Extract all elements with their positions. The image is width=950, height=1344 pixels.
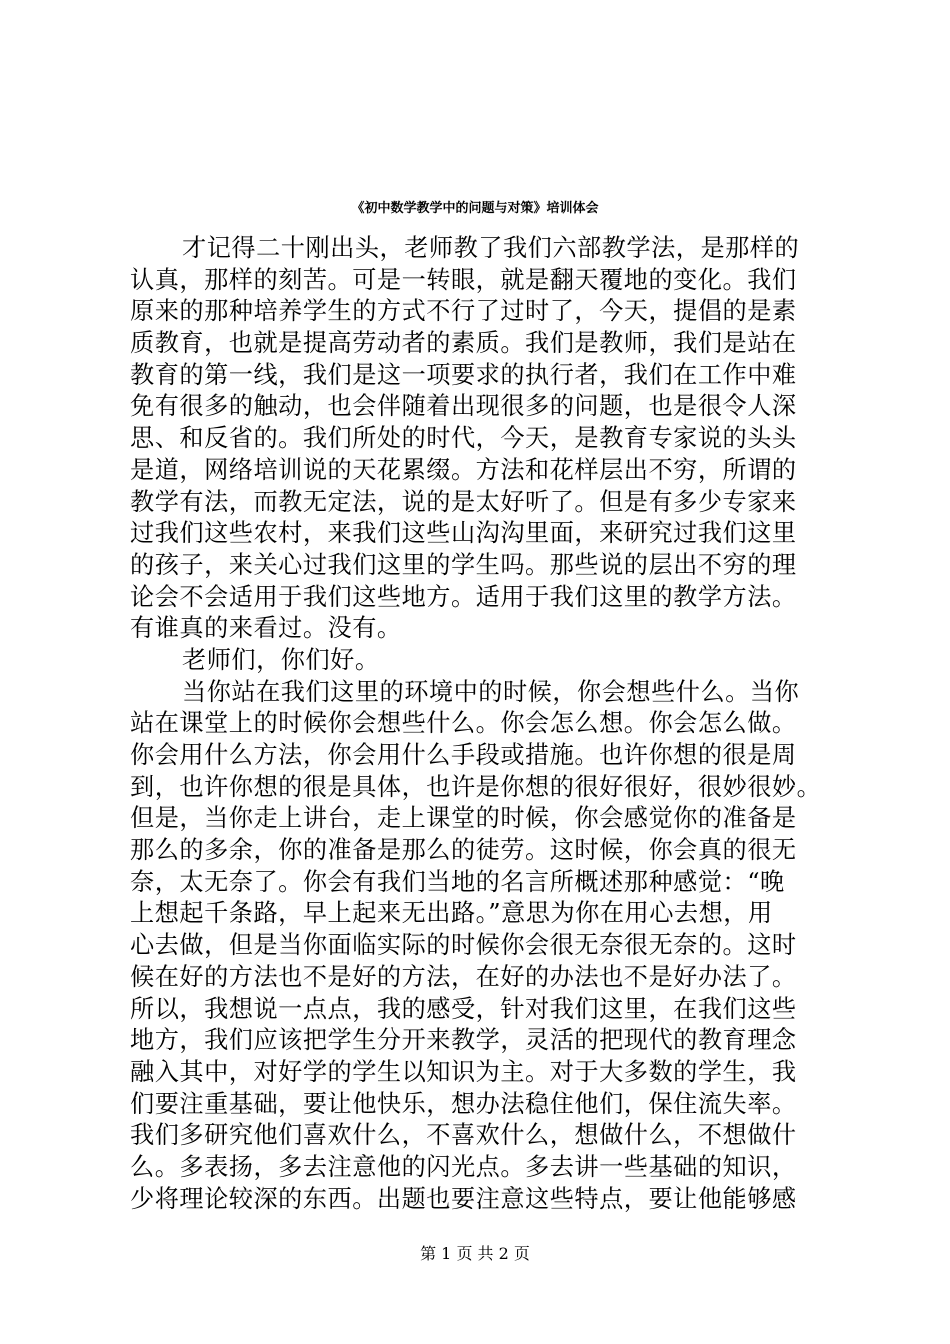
document-title: 《初中数学教学中的问题与对策》培训体会 xyxy=(351,201,599,216)
text-line: 到，也许你想的很是具体，也许是你想的很好很好，很妙很妙。 xyxy=(130,772,822,801)
text-line: 老师们，你们好。 xyxy=(182,645,380,674)
text-line: 论会不会适用于我们这些地方。适用于我们这里的教学方法。 xyxy=(130,582,797,611)
text-line: 质教育，也就是提高劳动者的素质。我们是教师，我们是站在 xyxy=(130,329,797,358)
text-line: 你会用什么方法，你会用什么手段或措施。也许你想的很是周 xyxy=(130,741,797,769)
text-line: 心去做，但是当你面临实际的时候你会很无奈很无奈的。这时 xyxy=(130,931,797,960)
text-line: 地方，我们应该把学生分开来教学，灵活的把现代的教育理念 xyxy=(130,1026,797,1055)
text-line: 我们多研究他们喜欢什么，不喜欢什么，想做什么，不想做什 xyxy=(130,1121,797,1150)
text-line: 是道，网络培训说的天花累缀。方法和花样层出不穷，所谓的 xyxy=(130,455,797,484)
text-line: 教学有法，而教无定法，说的是太好听了。但是有多少专家来 xyxy=(130,487,797,516)
text-line: 有谁真的来看过。没有。 xyxy=(130,614,402,643)
text-line: 站在课堂上的时候你会想些什么。你会怎么想。你会怎么做。 xyxy=(130,709,797,738)
text-line: 才记得二十刚出头，老师教了我们六部教学法，是那样的 xyxy=(182,234,800,262)
text-line: 原来的那种培养学生的方式不行了过时了，今天，提倡的是素 xyxy=(130,297,797,326)
text-line: 过我们这些农村，来我们这些山沟沟里面，来研究过我们这里 xyxy=(130,519,797,548)
text-line: 所以，我想说一点点，我的感受，针对我们这里，在我们这些 xyxy=(130,994,797,1023)
text-line: 的孩子，来关心过我们这里的学生吗。那些说的层出不穷的理 xyxy=(130,550,797,579)
text-line: 教育的第一线，我们是这一项要求的执行者，我们在工作中难 xyxy=(130,360,797,389)
text-line: 那么的多余，你的准备是那么的徒劳。这时候，你会真的很无 xyxy=(130,836,797,865)
text-line: 少将理论较深的东西。出题也要注意这些特点，要让他能够感 xyxy=(130,1184,797,1213)
text-line: 么。多表扬，多去注意他的闪光点。多去讲一些基础的知识， xyxy=(130,1152,797,1181)
text-line: 们要注重基础，要让他快乐，想办法稳住他们，保住流失率。 xyxy=(130,1089,797,1118)
page-footer: 第 1 页 共 2 页 xyxy=(420,1244,530,1263)
text-line: 候在好的方法也不是好的方法，在好的办法也不是好办法了。 xyxy=(130,962,797,991)
text-line: 上想起千条路，早上起来无出路。”意思为你在用心去想，用 xyxy=(130,899,773,928)
text-line: 融入其中，对好学的学生以知识为主。对于大多数的学生，我 xyxy=(130,1057,797,1086)
text-line: 但是，当你走上讲台，走上课堂的时候，你会感觉你的准备是 xyxy=(130,804,797,833)
text-line: 思、和反省的。我们所处的时代，今天，是教育专家说的头头 xyxy=(130,424,797,453)
text-line: 免有很多的触动，也会伴随着出现很多的问题，也是很令人深 xyxy=(130,392,797,421)
text-line: 奈，太无奈了。你会有我们当地的名言所概述那种感觉：“晚 xyxy=(130,867,785,896)
text-line: 认真，那样的刻苦。可是一转眼，就是翻天覆地的变化。我们 xyxy=(130,265,797,294)
document-body xyxy=(130,233,850,1215)
text-line: 当你站在我们这里的环境中的时候，你会想些什么。当你 xyxy=(182,677,800,706)
